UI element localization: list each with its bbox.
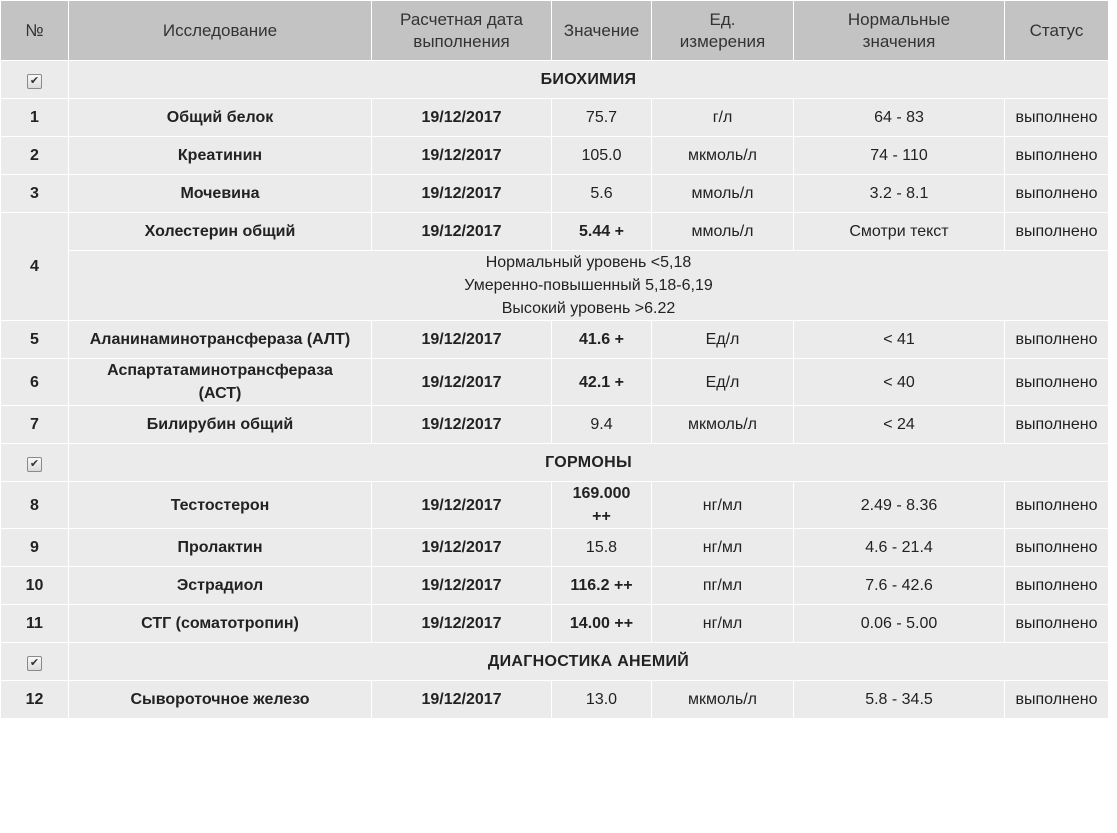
row-num: 7 xyxy=(1,406,69,444)
table-row xyxy=(1,99,1109,137)
row-status: выполнено xyxy=(1005,681,1109,719)
row-status: выполнено xyxy=(1005,137,1109,175)
note-line: Нормальный уровень <5,18 xyxy=(485,254,692,271)
row-num: 2 xyxy=(1,137,69,175)
row-num: 12 xyxy=(1,681,69,719)
row-value: 75.7 xyxy=(552,99,652,137)
row-num: 8 xyxy=(1,482,69,529)
row-status: выполнено xyxy=(1005,529,1109,567)
table-row xyxy=(1,213,1109,251)
note-row xyxy=(1,251,1109,321)
row-value: 9.4 xyxy=(552,406,652,444)
table-row xyxy=(1,321,1109,359)
row-study-name: Тестостерон xyxy=(69,482,372,529)
col-header-unit-line1: Ед. xyxy=(709,9,736,29)
row-status: выполнено xyxy=(1005,567,1109,605)
row-value: 15.8 xyxy=(552,529,652,567)
col-header-date[interactable] xyxy=(372,1,552,61)
row-study-name-line1: Аспартатаминотрансфераза xyxy=(107,362,333,379)
row-study-name: Аланинаминотрансфераза (АЛТ) xyxy=(69,321,372,359)
row-value: 14.00 ++ xyxy=(552,605,652,643)
section-row-hormones xyxy=(1,444,1109,482)
row-unit: нг/мл xyxy=(652,605,794,643)
table-row xyxy=(1,567,1109,605)
section-checkbox-checked-icon[interactable]: ✔ xyxy=(27,74,42,89)
col-header-unit-line2: измерения xyxy=(679,31,766,51)
row-value: 116.2 ++ xyxy=(552,567,652,605)
row-unit: Ед/л xyxy=(652,359,794,406)
row-status: выполнено xyxy=(1005,406,1109,444)
row-num: 1 xyxy=(1,99,69,137)
table-row xyxy=(1,482,1109,529)
row-norm: 4.6 - 21.4 xyxy=(794,529,1005,567)
row-value: 105.0 xyxy=(552,137,652,175)
section-row-anemia xyxy=(1,643,1109,681)
section-row-biochemistry xyxy=(1,61,1109,99)
row-study-name-line2: (АСТ) xyxy=(198,385,242,402)
table-row xyxy=(1,681,1109,719)
row-status: выполнено xyxy=(1005,99,1109,137)
row-date: 19/12/2017 xyxy=(372,137,552,175)
col-header-date-line2: выполнения xyxy=(413,31,510,51)
row-study-name: Пролактин xyxy=(69,529,372,567)
row-status: выполнено xyxy=(1005,213,1109,251)
row-unit: ммоль/л xyxy=(652,175,794,213)
col-header-value[interactable]: Значение xyxy=(552,1,652,61)
row-value: 5.6 xyxy=(552,175,652,213)
row-num: 11 xyxy=(1,605,69,643)
section-title: ДИАГНОСТИКА АНЕМИЙ xyxy=(69,643,1109,681)
col-header-norm-line2: значения xyxy=(862,31,936,51)
row-date: 19/12/2017 xyxy=(372,529,552,567)
row-unit: пг/мл xyxy=(652,567,794,605)
col-header-norm-line1: Нормальные xyxy=(847,9,951,29)
row-norm: 0.06 - 5.00 xyxy=(794,605,1005,643)
row-norm: Смотри текст xyxy=(794,213,1005,251)
row-norm: 2.49 - 8.36 xyxy=(794,482,1005,529)
row-status: выполнено xyxy=(1005,359,1109,406)
col-header-unit[interactable] xyxy=(652,1,794,61)
row-status: выполнено xyxy=(1005,175,1109,213)
row-norm: < 24 xyxy=(794,406,1005,444)
col-header-date-line1: Расчетная дата xyxy=(400,9,523,29)
row-norm: 7.6 - 42.6 xyxy=(794,567,1005,605)
table-row xyxy=(1,359,1109,406)
header-row xyxy=(1,1,1109,61)
row-num: 9 xyxy=(1,529,69,567)
row-value xyxy=(552,482,652,529)
row-date: 19/12/2017 xyxy=(372,175,552,213)
table-row xyxy=(1,137,1109,175)
row-unit: мкмоль/л xyxy=(652,406,794,444)
row-status: выполнено xyxy=(1005,482,1109,529)
note-line: Умеренно-повышенный 5,18-6,19 xyxy=(464,277,713,294)
row-unit: нг/мл xyxy=(652,529,794,567)
section-checkbox-cell[interactable] xyxy=(1,61,69,99)
row-study-name xyxy=(69,359,372,406)
row-date: 19/12/2017 xyxy=(372,681,552,719)
section-checkbox-checked-icon[interactable]: ✔ xyxy=(27,656,42,671)
row-value: 5.44 + xyxy=(552,213,652,251)
col-header-norm[interactable] xyxy=(794,1,1005,61)
row-num: 4 xyxy=(1,213,69,321)
row-norm: 5.8 - 34.5 xyxy=(794,681,1005,719)
row-norm: 3.2 - 8.1 xyxy=(794,175,1005,213)
row-study-name: Мочевина xyxy=(69,175,372,213)
row-unit: мкмоль/л xyxy=(652,137,794,175)
row-unit: мкмоль/л xyxy=(652,681,794,719)
row-value-line1: 169.000 xyxy=(572,485,631,502)
row-norm: < 40 xyxy=(794,359,1005,406)
row-value: 13.0 xyxy=(552,681,652,719)
section-checkbox-cell[interactable] xyxy=(1,444,69,482)
row-date: 19/12/2017 xyxy=(372,359,552,406)
row-unit: Ед/л xyxy=(652,321,794,359)
row-study-name: Креатинин xyxy=(69,137,372,175)
row-value: 41.6 + xyxy=(552,321,652,359)
row-norm: 74 - 110 xyxy=(794,137,1005,175)
row-num: 10 xyxy=(1,567,69,605)
section-title: БИОХИМИЯ xyxy=(69,61,1109,99)
row-norm: < 41 xyxy=(794,321,1005,359)
row-unit: ммоль/л xyxy=(652,213,794,251)
row-date: 19/12/2017 xyxy=(372,482,552,529)
row-status: выполнено xyxy=(1005,321,1109,359)
row-num: 6 xyxy=(1,359,69,406)
table-row xyxy=(1,175,1109,213)
row-value-line2: ++ xyxy=(592,508,611,525)
row-norm: 64 - 83 xyxy=(794,99,1005,137)
row-date: 19/12/2017 xyxy=(372,605,552,643)
row-unit: нг/мл xyxy=(652,482,794,529)
row-study-name: Холестерин общий xyxy=(69,213,372,251)
section-title: ГОРМОНЫ xyxy=(69,444,1109,482)
row-study-name: Эстрадиол xyxy=(69,567,372,605)
col-header-status[interactable]: Статус xyxy=(1005,1,1109,61)
col-header-study[interactable]: Исследование xyxy=(69,1,372,61)
table-row xyxy=(1,605,1109,643)
col-header-num[interactable]: № xyxy=(1,1,69,61)
row-date: 19/12/2017 xyxy=(372,567,552,605)
section-checkbox-checked-icon[interactable]: ✔ xyxy=(27,457,42,472)
note-line: Высокий уровень >6.22 xyxy=(501,300,676,317)
table-row xyxy=(1,529,1109,567)
row-date: 19/12/2017 xyxy=(372,213,552,251)
table-row xyxy=(1,406,1109,444)
row-study-name: Сывороточное железо xyxy=(69,681,372,719)
row-date: 19/12/2017 xyxy=(372,406,552,444)
section-checkbox-cell[interactable] xyxy=(1,643,69,681)
row-note xyxy=(69,251,1109,321)
row-value: 42.1 + xyxy=(552,359,652,406)
row-unit: г/л xyxy=(652,99,794,137)
row-date: 19/12/2017 xyxy=(372,321,552,359)
row-num: 3 xyxy=(1,175,69,213)
row-study-name: Билирубин общий xyxy=(69,406,372,444)
row-study-name: Общий белок xyxy=(69,99,372,137)
row-status: выполнено xyxy=(1005,605,1109,643)
row-study-name: СТГ (соматотропин) xyxy=(69,605,372,643)
row-num: 5 xyxy=(1,321,69,359)
row-date: 19/12/2017 xyxy=(372,99,552,137)
